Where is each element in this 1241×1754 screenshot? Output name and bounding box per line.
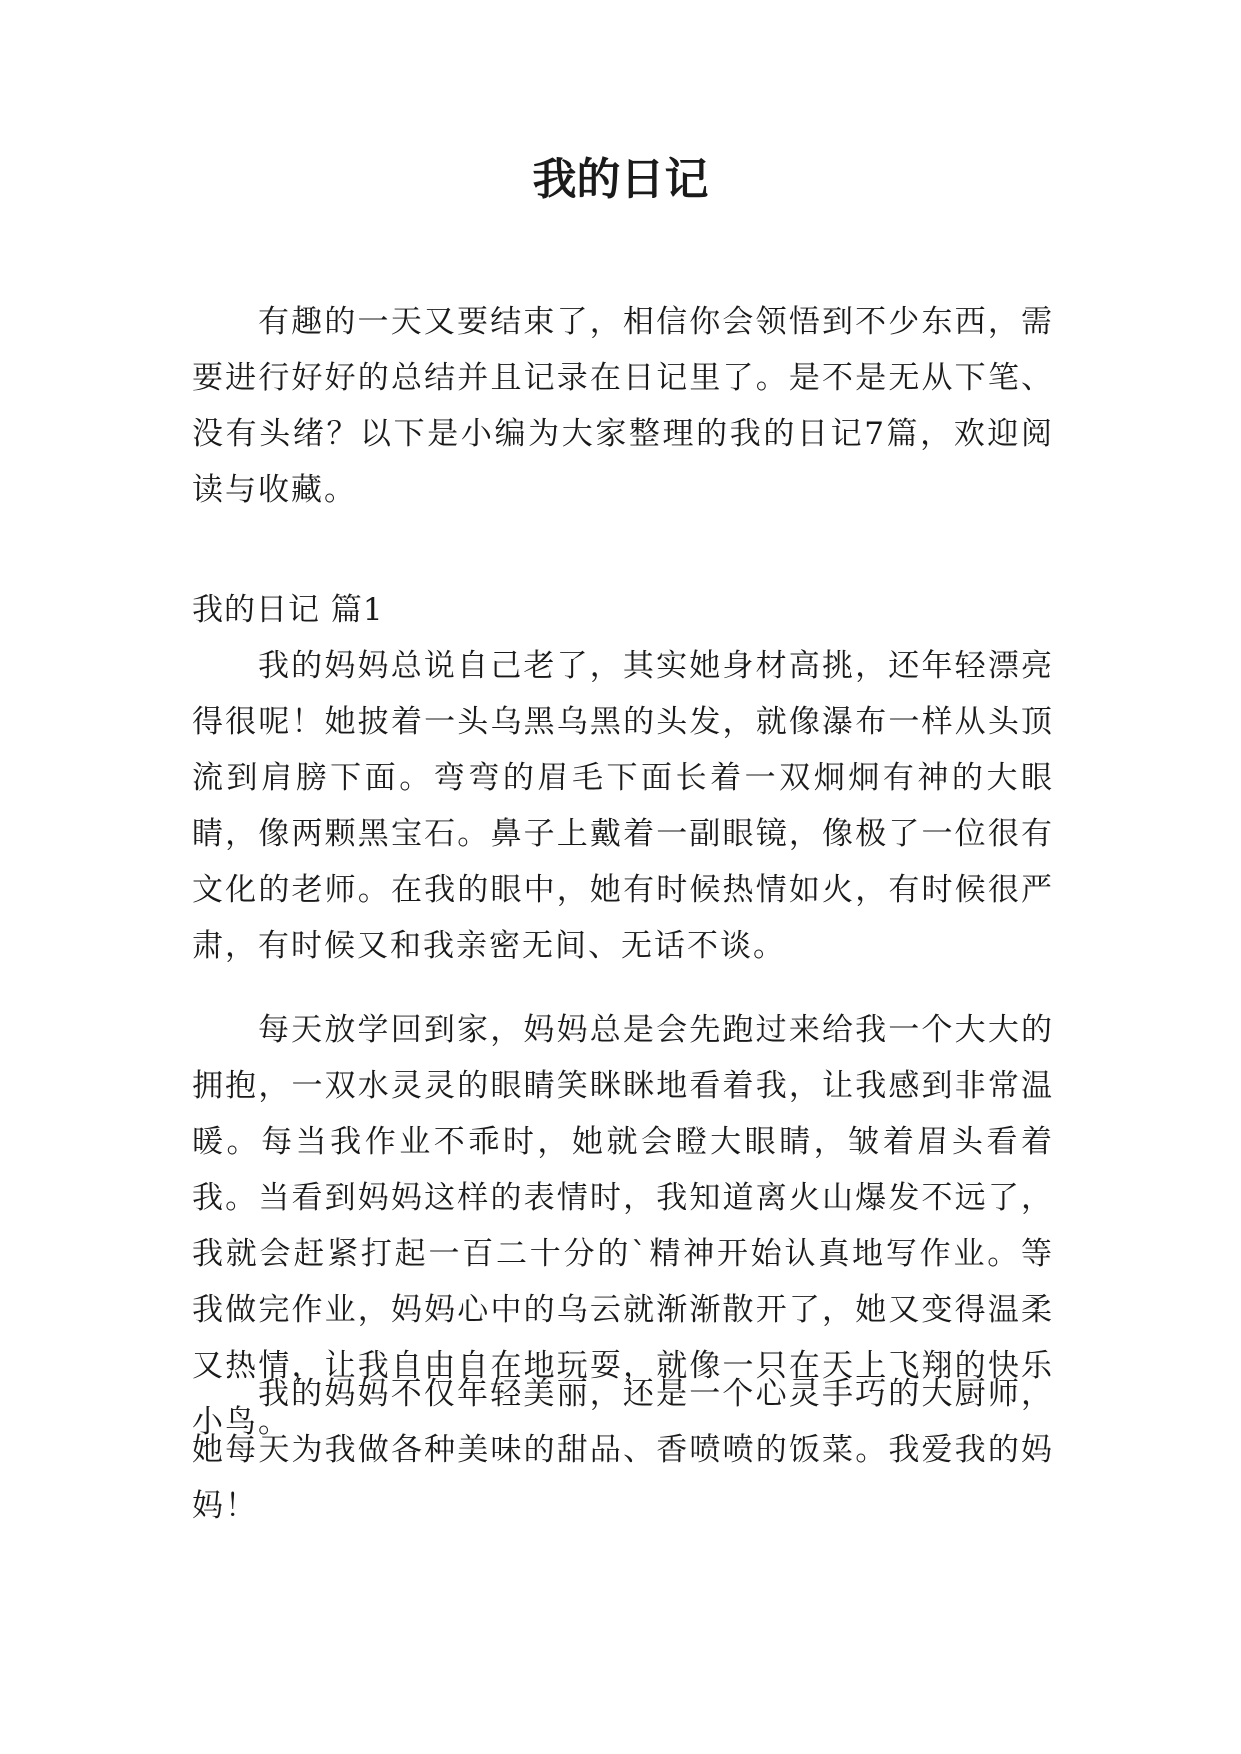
body-paragraph-1: 我的妈妈总说自己老了，其实她身材高挑，还年轻漂亮得很呢！她披着一头乌黑乌黑的头发，就像瀑布一样从头顶流到肩膀下面。弯弯的眉毛下面长着一双炯炯有神的大眼睛，像两颗黑宝石。鼻子上戴着一副眼镜，像极了一位很有文化的老师。在我的眼中，她有时候热情如火，有时候很严肃，有时候又和我亲密无间、无话不谈。: [192, 648, 1054, 964]
intro-paragraph: 有趣的一天又要结束了，相信你会领悟到不少东西，需要进行好好的总结并且记录在日记里了。是不是无从下笔、没有头绪？以下是小编为大家整理的我的日记7篇，欢迎阅读与收藏。: [192, 304, 1054, 508]
document-title: 我的日记: [532, 154, 709, 205]
body-paragraph-3: 我的妈妈不仅年轻美丽，还是一个心灵手巧的大厨师，她每天为我做各种美味的甜品、香喷喷的饭菜。我爱我的妈妈！: [192, 1376, 1054, 1524]
section-title: 我的日记 篇1: [192, 592, 384, 628]
body-paragraph-2: 每天放学回到家，妈妈总是会先跑过来给我一个大大的拥抱，一双水灵灵的眼睛笑眯眯地看着我，让我感到非常温暖。每当我作业不乖时，她就会瞪大眼睛，皱着眉头看着我。当看到妈妈这样的表情时，我知道离火山爆发不远了，我就会赶紧打起一百二十分的`精神开始认真地写作业。等我做完作业，妈妈心中的乌云就渐渐散开了，她又变得温柔又热情，让我自由自在地玩耍，就像一只在天上飞翔的快乐小鸟。: [192, 1012, 1054, 1440]
